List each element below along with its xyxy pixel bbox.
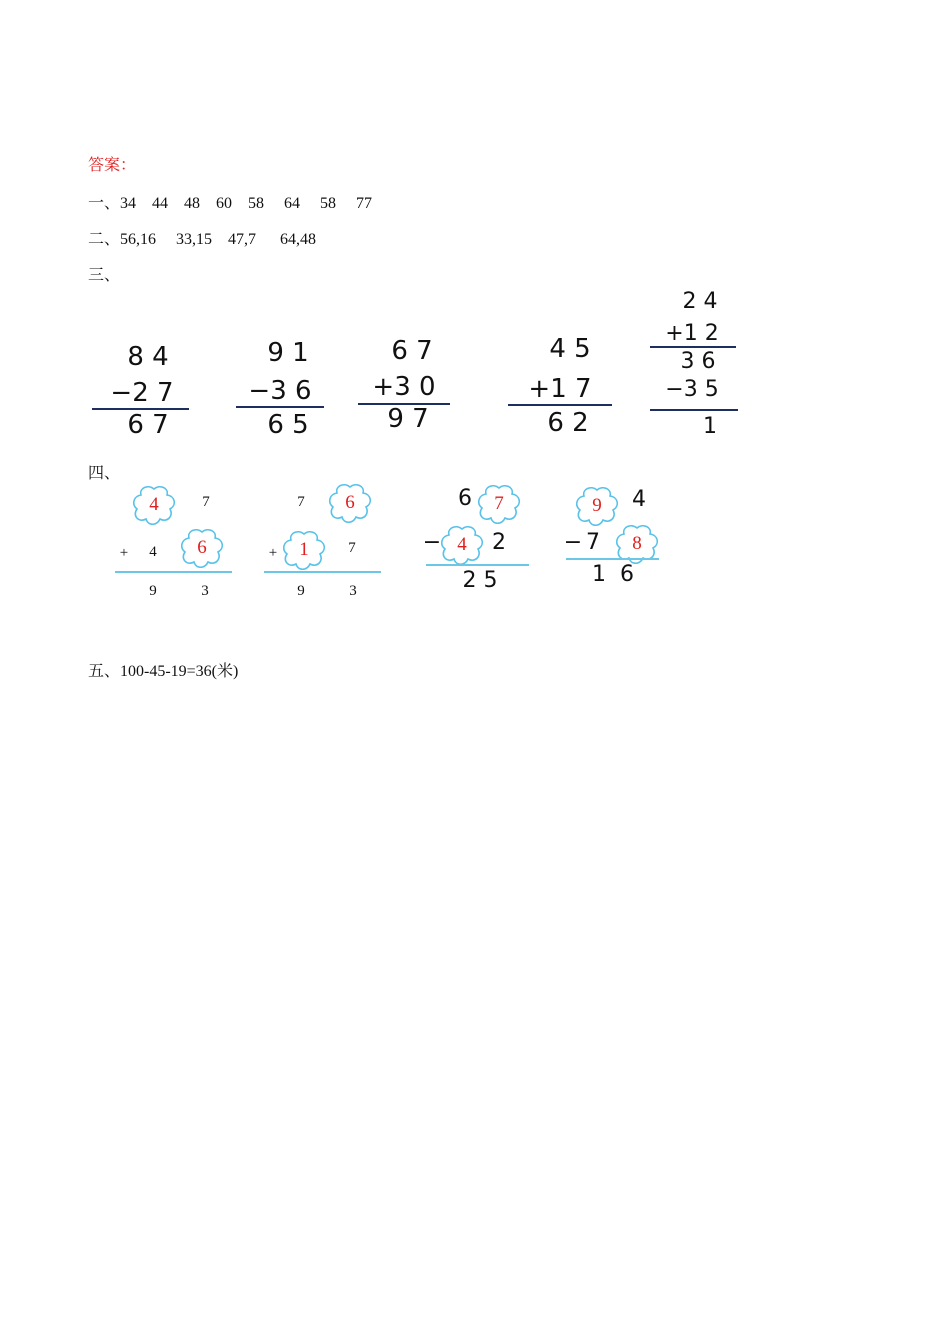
result-digit: 9 [149, 583, 157, 599]
calc-second-number: +3 0 [372, 372, 436, 402]
calc-second-number: −3 6 [248, 376, 312, 406]
answers-title: 答案： [88, 157, 137, 174]
calc-line [650, 346, 736, 348]
digit: 2 [492, 530, 506, 555]
calc-result: 2 5 [462, 568, 498, 593]
calc-row-2: +1 2 [665, 321, 719, 346]
calc-result: 6 7 [127, 410, 169, 440]
calc-line [508, 404, 612, 406]
answer-section-3-label: 三、 [88, 267, 121, 284]
calc-line [236, 406, 324, 408]
calc-second-number: +1 7 [528, 374, 592, 404]
calc-result: 9 7 [387, 404, 429, 434]
calc-result: 6 5 [267, 410, 309, 440]
result-digit: 3 [201, 583, 209, 599]
calc-line [264, 571, 381, 573]
flower-answer [180, 528, 224, 568]
calc-result: 6 2 [547, 408, 589, 438]
flower-digit: 4 [457, 534, 467, 555]
calc-row-3: 3 6 [680, 349, 716, 374]
calc-top-number: 9 1 [267, 338, 309, 368]
flower-answer [440, 525, 484, 565]
flower-answer [328, 483, 372, 523]
calc-row-5: 1 [703, 414, 717, 439]
digit: 6 [458, 486, 472, 511]
result-digit: 3 [349, 583, 357, 599]
calc-top-number: 6 7 [391, 336, 433, 366]
calc-row-4: −3 5 [665, 377, 719, 402]
operator: − [563, 530, 583, 555]
flower-digit: 1 [299, 539, 309, 560]
answer-section-1: 一、34 44 48 60 58 64 58 77 [88, 195, 373, 212]
calc-line [566, 558, 659, 560]
flower-answer [477, 484, 521, 524]
calc-second-number: −2 7 [110, 378, 174, 408]
operator: + [268, 545, 278, 561]
flower-digit: 8 [632, 533, 642, 554]
digit: 7 [202, 494, 210, 510]
digit: 4 [149, 544, 157, 560]
flower-answer [282, 530, 326, 570]
flower-digit: 6 [345, 492, 355, 513]
operator: − [422, 530, 442, 555]
digit: 7 [348, 540, 356, 556]
calc-line [650, 409, 738, 411]
calc-line [426, 564, 529, 566]
flower-digit: 6 [197, 537, 207, 558]
calc-line [115, 571, 232, 573]
digit: 4 [632, 487, 646, 512]
flower-answer [132, 485, 176, 525]
result-digit: 9 [297, 583, 305, 599]
flower-digit: 4 [149, 494, 159, 515]
answer-section-5: 五、100-45-19=36(米) [88, 663, 239, 680]
calc-result: 1 6 [592, 562, 634, 587]
calc-top-number: 8 4 [127, 342, 169, 372]
answer-section-4-label: 四、 [88, 465, 121, 482]
digit: 7 [586, 530, 600, 555]
calc-row-1: 2 4 [682, 289, 718, 314]
digit: 7 [297, 494, 305, 510]
answer-section-2: 二、56,16 33,15 47,7 64,48 [88, 231, 317, 248]
flower-digit: 7 [494, 493, 504, 514]
flower-digit: 9 [592, 495, 602, 516]
calc-top-number: 4 5 [549, 334, 591, 364]
operator: + [119, 545, 129, 561]
flower-answer [575, 486, 619, 526]
